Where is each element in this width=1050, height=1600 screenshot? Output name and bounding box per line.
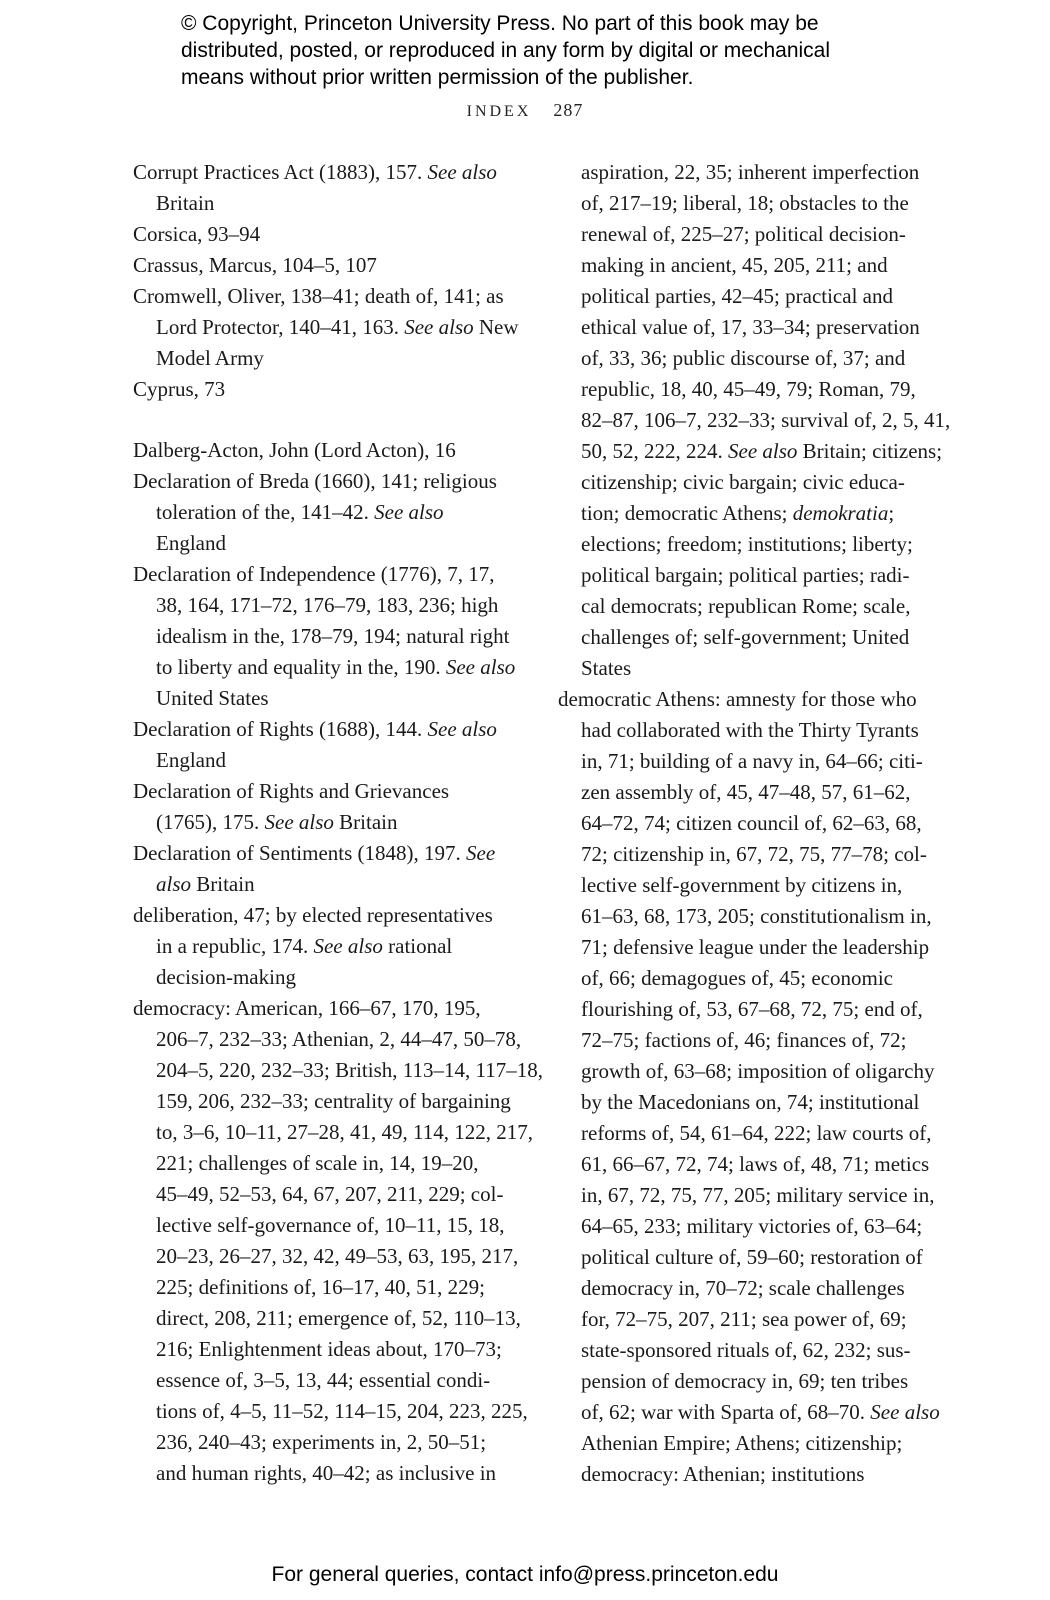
footer-contact: For general queries, contact info@press.princeton.edu (271, 1563, 779, 1586)
index-entry-continuation: state-sponsored rituals of, 62, 232; sus- (581, 1338, 911, 1362)
index-entry-continuation: challenges of; self-government; United (581, 625, 910, 649)
letter-section-gap (133, 405, 513, 435)
index-entry: Crassus, Marcus, 104–5, 107 (133, 253, 377, 277)
index-entry-continuation: States (581, 656, 632, 680)
index-entry-continuation: 204–5, 220, 232–33; British, 113–14, 117–18, (156, 1058, 543, 1082)
index-entry-continuation: direct, 208, 211; emergence of, 52, 110–13, (156, 1306, 521, 1330)
index-entry-continuation: Athenian Empire; Athens; citizenship; (581, 1431, 903, 1455)
index-entry-continuation: in, 67, 72, 75, 77, 205; military service in, (581, 1183, 935, 1207)
index-entry-continuation: 20–23, 26–27, 32, 42, 49–53, 63, 195, 217, (156, 1244, 519, 1268)
index-entry-continuation: for, 72–75, 207, 211; sea power of, 69; (581, 1307, 907, 1331)
index-entry-continuation: flourishing of, 53, 67–68, 72, 75; end of, (581, 997, 923, 1021)
index-entry-continuation: lective self-government by citizens in, (581, 873, 903, 897)
index-entry-continuation: 38, 164, 171–72, 176–79, 183, 236; high (156, 593, 499, 617)
index-entry-continuation: 45–49, 52–53, 64, 67, 207, 211, 229; col- (156, 1182, 504, 1206)
index-entry-continuation: 206–7, 232–33; Athenian, 2, 44–47, 50–78, (156, 1027, 522, 1051)
index-entry-continuation: and human rights, 40–42; as inclusive in (156, 1461, 497, 1485)
index-entry-continuation: political bargain; political parties; radi- (581, 563, 910, 587)
index-entry-continuation: renewal of, 225–27; political decision- (581, 222, 906, 246)
index-entry-continuation: Britain (156, 191, 215, 215)
index-entry: Corsica, 93–94 (133, 222, 261, 246)
index-entry-continuation: toleration of the, 141–42. See also (156, 500, 444, 524)
index-entry: Declaration of Sentiments (1848), 197. See (133, 841, 496, 865)
index-entry: Declaration of Breda (1660), 141; religious (133, 469, 497, 493)
index-entry-continuation: political culture of, 59–60; restoration of (581, 1245, 923, 1269)
index-entry-continuation: decision-making (156, 965, 296, 989)
index-entry: Cyprus, 73 (133, 377, 226, 401)
index-entry-continuation: reforms of, 54, 61–64, 222; law courts of, (581, 1121, 932, 1145)
index-entry-continuation: had collaborated with the Thirty Tyrants (581, 718, 919, 742)
index-entry-continuation: in a republic, 174. See also rational (156, 934, 453, 958)
index-column-right (558, 157, 951, 1490)
index-entry-continuation: Lord Protector, 140–41, 163. See also New (156, 315, 519, 339)
index-entry: Dalberg-Acton, John (Lord Acton), 16 (133, 438, 456, 462)
index-entry-continuation: essence of, 3–5, 13, 44; essential condi- (156, 1368, 491, 1392)
index-entry-continuation: (1765), 175. See also Britain (156, 810, 398, 834)
index-entry-continuation: idealism in the, 178–79, 194; natural right (156, 624, 510, 648)
index-entry-continuation: 72–75; factions of, 46; finances of, 72; (581, 1028, 907, 1052)
index-entry-continuation: tions of, 4–5, 11–52, 114–15, 204, 223, 225, (156, 1399, 528, 1423)
index-entry-continuation: political parties, 42–45; practical and (581, 284, 893, 308)
index-entry-continuation: of, 66; demagogues of, 45; economic (581, 966, 894, 990)
running-head (0, 100, 1050, 121)
index-entry-continuation: 82–87, 106–7, 232–33; survival of, 2, 5, 41, (581, 408, 951, 432)
index-entry: Declaration of Independence (1776), 7, 17, (133, 562, 495, 586)
index-entry-continuation: 236, 240–43; experiments in, 2, 50–51; (156, 1430, 487, 1454)
index-entry-continuation: pension of democracy in, 69; ten tribes (581, 1369, 909, 1393)
index-entry-continuation: elections; freedom; institutions; liberty; (581, 532, 913, 556)
index-entry-continuation: by the Macedonians on, 74; institutional (581, 1090, 920, 1114)
index-entry-continuation: making in ancient, 45, 205, 211; and (581, 253, 888, 277)
index-entry: democracy: American, 166–67, 170, 195, (133, 996, 481, 1020)
index-entry-continuation: democracy: Athenian; institutions (581, 1462, 865, 1486)
copyright-notice (181, 10, 941, 91)
index-entry-continuation: 159, 206, 232–33; centrality of bargaining (156, 1089, 511, 1113)
index-entry-continuation: of, 62; war with Sparta of, 68–70. See also (581, 1400, 940, 1424)
index-entry-continuation: 221; challenges of scale in, 14, 19–20, (156, 1151, 479, 1175)
page-number: 287 (553, 100, 584, 120)
index-entry-continuation: 64–65, 233; military victories of, 63–64; (581, 1214, 923, 1238)
index-entry: Declaration of Rights and Grievances (133, 779, 450, 803)
index-entry-continuation: also Britain (156, 872, 255, 896)
index-entry: democratic Athens: amnesty for those who (558, 687, 917, 711)
index-entry: Corrupt Practices Act (1883), 157. See also (133, 160, 497, 184)
index-entry-continuation: England (156, 748, 226, 772)
index-entry-continuation: 71; defensive league under the leadership (581, 935, 930, 959)
index-entry-continuation: England (156, 531, 226, 555)
copyright-line: means without prior written permission of the publisher. (181, 66, 694, 89)
index-entry-continuation: growth of, 63–68; imposition of oligarchy (581, 1059, 935, 1083)
index-entry-continuation: citizenship; civic bargain; civic educa- (581, 470, 905, 494)
index-entry-continuation: to liberty and equality in the, 190. See also (156, 655, 516, 679)
index-entry-continuation: 216; Enlightenment ideas about, 170–73; (156, 1337, 502, 1361)
index-entry-continuation: democracy in, 70–72; scale challenges (581, 1276, 905, 1300)
running-head-section: INDEX (466, 103, 532, 120)
index-entry-continuation: 50, 52, 222, 224. See also Britain; citizens; (581, 439, 943, 463)
index-entry-continuation: to, 3–6, 10–11, 27–28, 41, 49, 114, 122, 217, (156, 1120, 534, 1144)
index-entry-continuation: Model Army (156, 346, 264, 370)
index-entry-continuation: tion; democratic Athens; demokratia; (581, 501, 895, 525)
index-entry-continuation: republic, 18, 40, 45–49, 79; Roman, 79, (581, 377, 916, 401)
copyright-line: © Copyright, Princeton University Press. No part of this book may be (181, 12, 819, 35)
index-entry-continuation: 61, 66–67, 72, 74; laws of, 48, 71; metics (581, 1152, 930, 1176)
index-entry-continuation: 72; citizenship in, 67, 72, 75, 77–78; col- (581, 842, 927, 866)
index-entry-continuation: of, 217–19; liberal, 18; obstacles to the (581, 191, 909, 215)
index-entry-continuation: 225; definitions of, 16–17, 40, 51, 229; (156, 1275, 485, 1299)
index-entry-continuation: 61–63, 68, 173, 205; constitutionalism in, (581, 904, 932, 928)
index-entry: Cromwell, Oliver, 138–41; death of, 141; as (133, 284, 504, 308)
index-entry-continuation: cal democrats; republican Rome; scale, (581, 594, 911, 618)
index-entry: Declaration of Rights (1688), 144. See also (133, 717, 497, 741)
index-entry-continuation: in, 71; building of a navy in, 64–66; citi- (581, 749, 923, 773)
index-entry-continuation: 64–72, 74; citizen council of, 62–63, 68, (581, 811, 922, 835)
copyright-line: distributed, posted, or reproduced in any form by digital or mechanical (181, 39, 831, 62)
index-entry-continuation: aspiration, 22, 35; inherent imperfection (581, 160, 920, 184)
index-entry-continuation: of, 33, 36; public discourse of, 37; and (581, 346, 906, 370)
index-entry-continuation: United States (156, 686, 269, 710)
index-entry-continuation: ethical value of, 17, 33–34; preservation (581, 315, 920, 339)
index-entry-continuation: lective self-governance of, 10–11, 15, 18, (156, 1213, 505, 1237)
index-entry: deliberation, 47; by elected representatives (133, 903, 493, 927)
index-entry-continuation: zen assembly of, 45, 47–48, 57, 61–62, (581, 780, 911, 804)
index-column-left (133, 157, 543, 1489)
